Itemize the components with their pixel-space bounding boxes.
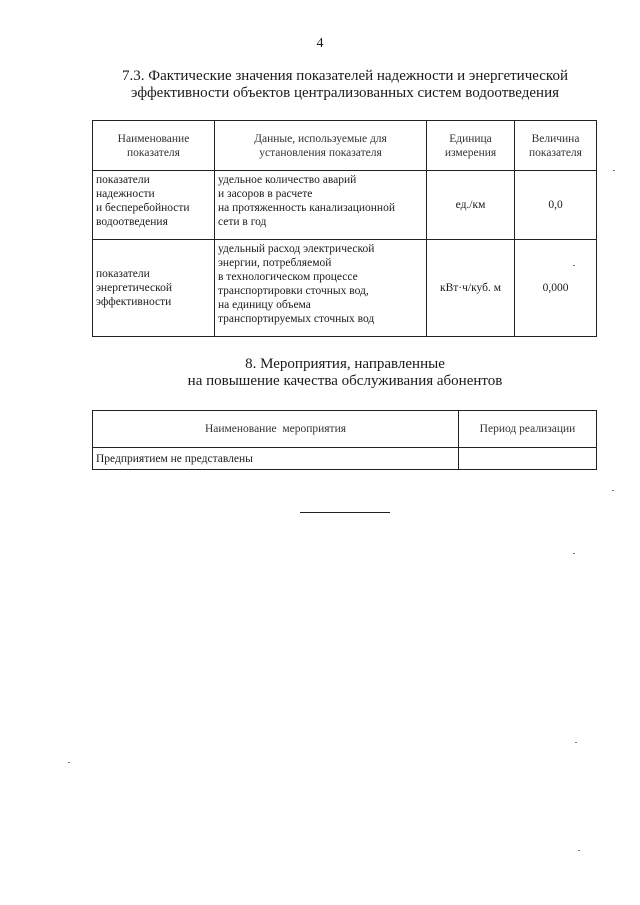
indicator-name-cell: показатели надежности и бесперебойности водоотведения [93, 171, 215, 240]
value-cell: 0,000 [515, 240, 597, 337]
indicators-header-row [93, 121, 597, 171]
section-7-3-title-line1: 7.3. Фактические значения показателей надежности и энергетической [122, 68, 568, 84]
separator-line [300, 512, 390, 513]
scan-speck [613, 170, 615, 171]
scan-speck [612, 490, 614, 491]
indicator-data-cell: удельный расход электрической энергии, потребляемой в технологическом процессе транспортировки сточных вод, на единицу объема транспортируемых сточных вод [215, 240, 427, 337]
header-period: Период реализации [459, 411, 597, 448]
measure-name-cell: Предприятием не представлены [93, 448, 459, 470]
scan-speck [575, 742, 577, 743]
measures-header-row [93, 411, 597, 448]
section-7-3-title-line2: эффективности объектов централизованных систем водоотведения [130, 85, 559, 101]
section-8-title-line2: на повышение качества обслуживания абонентов [187, 373, 503, 389]
section-7-3-title [60, 68, 630, 102]
scan-speck [573, 553, 575, 554]
scan-speck [573, 265, 575, 266]
table-row [93, 171, 597, 240]
section-8-title-line1: 8. Мероприятия, направленные [245, 356, 445, 372]
header-unit: Единица измерения [427, 121, 515, 171]
unit-cell: ед./км [427, 171, 515, 240]
table-row [93, 448, 597, 470]
header-indicator-data: Данные, используемые для установления показателя [215, 121, 427, 171]
measure-period-cell [459, 448, 597, 470]
indicators-table [92, 120, 597, 337]
measures-table [92, 410, 597, 470]
value-cell: 0,0 [515, 171, 597, 240]
section-8-title [60, 356, 630, 390]
header-indicator-name: Наименование показателя [93, 121, 215, 171]
scan-speck [578, 850, 580, 851]
indicator-name-cell: показатели энергетической эффективности [93, 240, 215, 337]
unit-cell: кВт·ч/куб. м [427, 240, 515, 337]
header-value: Величина показателя [515, 121, 597, 171]
page-number: 4 [316, 36, 324, 51]
indicator-data-cell: удельное количество аварий и засоров в расчете на протяженность канализационной сети в год [215, 171, 427, 240]
table-row [93, 240, 597, 337]
scan-speck [68, 762, 70, 763]
header-measure-name: Наименование мероприятия [93, 411, 459, 448]
